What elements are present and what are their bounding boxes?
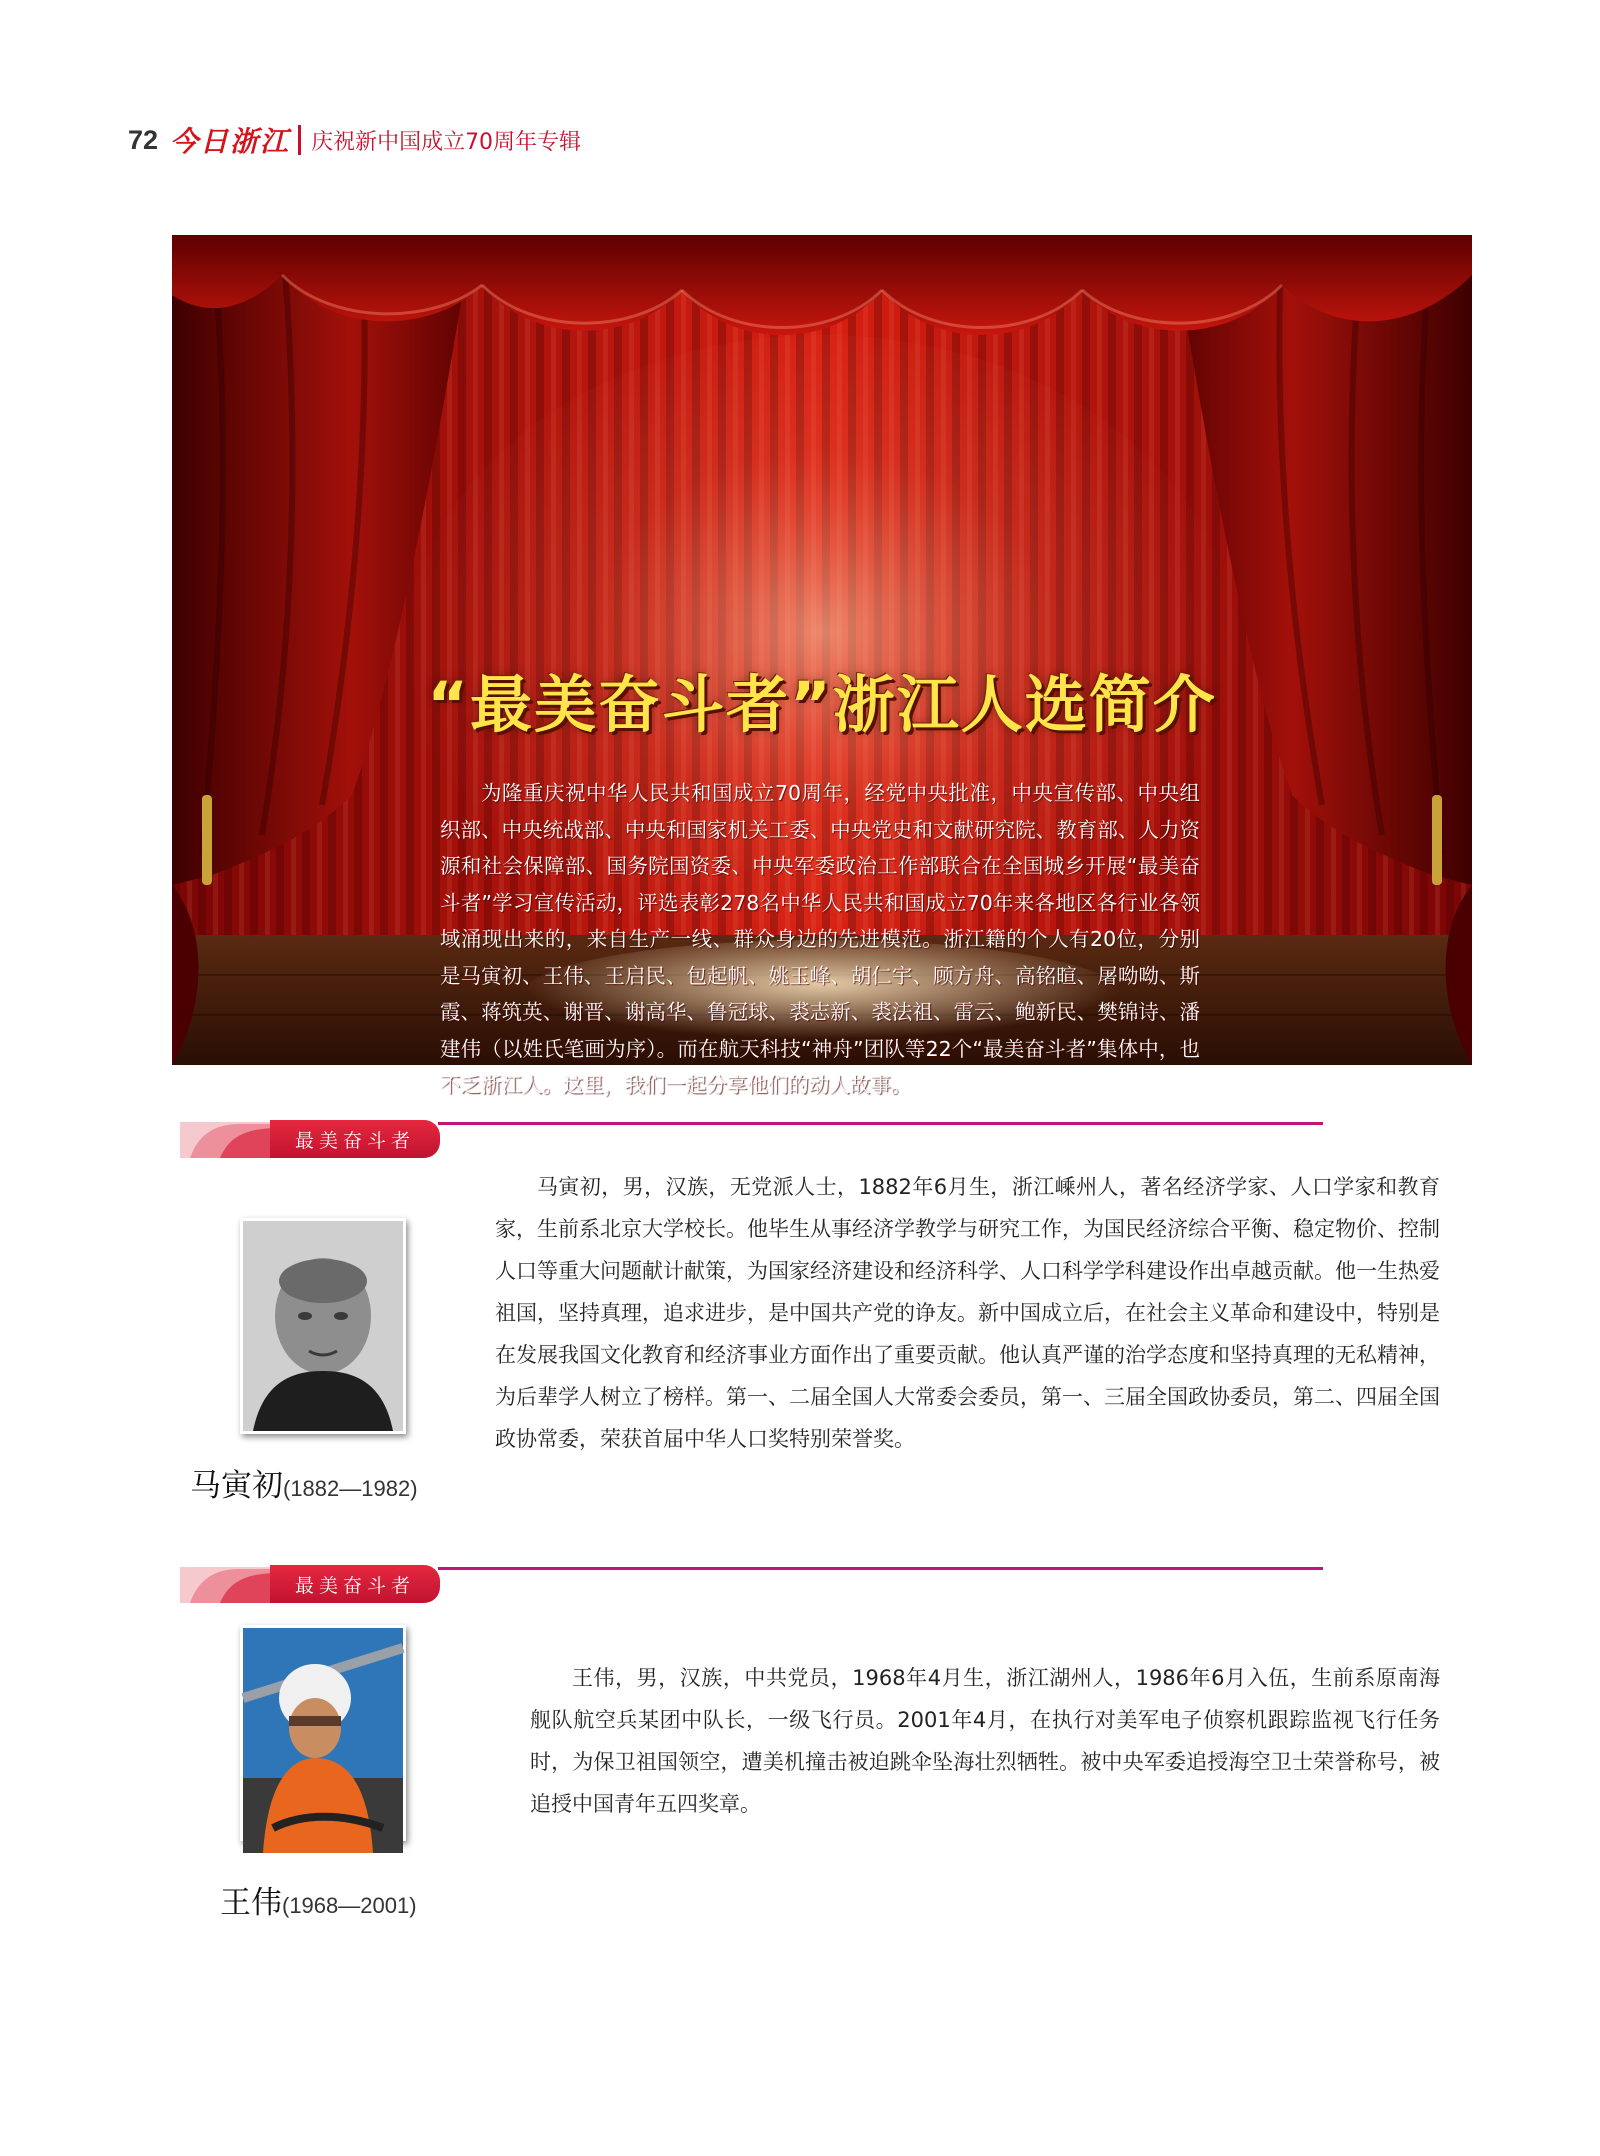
person-name-ma-yinchu: [190, 1460, 418, 1505]
person-name-text: 马寅初: [190, 1468, 283, 1504]
header-subtitle: 庆祝新中国成立70周年专辑: [311, 129, 582, 155]
magazine-logo: 今日浙江: [170, 125, 291, 158]
portrait-wang-wei: [240, 1625, 406, 1841]
section-tab: [180, 1120, 440, 1158]
profile-section-wang-wei: [180, 1565, 1480, 1945]
profile-section-ma-yinchu: [180, 1120, 1480, 1520]
bio-wang-wei: 王伟，男，汉族，中共党员，1968年4月生，浙江湖州人，1986年6月入伍，生前系原南海舰队航空兵某团中队长，一级飞行员。2001年4月，在执行对美军电子侦察机跟踪监视飞行任务时，为保卫祖国领空，遭美机撞击被迫跳伞坠海壮烈牺牲。被中央军委追授海空卫士荣誉称号，被追授中国青年五四奖章。: [530, 1666, 1440, 1816]
portrait-ma-yinchu: [240, 1218, 406, 1434]
section-tab-label: 最美奋斗者: [270, 1565, 440, 1603]
person-years: (1882—1982): [283, 1476, 418, 1501]
person-name-text: 王伟: [220, 1885, 282, 1921]
bio-ma-yinchu: 马寅初，男，汉族，无党派人士，1882年6月生，浙江嵊州人，著名经济学家、人口学家和教育家，生前系北京大学校长。他毕生从事经济学教学与研究工作，为国民经济综合平衡、稳定物价、控制人口等重大问题献计献策，为国家经济建设和经济科学、人口科学学科建设作出卓越贡献。他一生热爱祖国，坚持真理，追求进步，是中国共产党的诤友。新中国成立后，在社会主义革命和建设中，特别是在发展我国文化教育和经济事业方面作出了重要贡献。他认真严谨的治学态度和坚持真理的无私精神，为后辈学人树立了榜样。第一、二届全国人大常委会委员，第一、三届全国政协委员，第二、四届全国政协常委，荣获首届中华人口奖特别荣誉奖。: [495, 1175, 1440, 1451]
section-divider: [438, 1122, 1323, 1125]
person-years: (1968—2001): [282, 1893, 417, 1918]
tab-swirl-icon: [180, 1120, 280, 1158]
person-name-wang-wei: [220, 1877, 417, 1922]
header-divider: [298, 125, 301, 155]
page-header: [128, 120, 581, 160]
tab-swirl-icon: [180, 1565, 280, 1603]
section-tab-label: 最美奋斗者: [270, 1120, 440, 1158]
banner-title: “最美奋斗者”浙江人选简介: [427, 668, 1217, 741]
section-divider: [438, 1567, 1323, 1570]
section-tab: [180, 1565, 440, 1603]
stage-banner: [172, 235, 1472, 1097]
banner-intro-text: 为隆重庆祝中华人民共和国成立70周年，经党中央批准，中央宣传部、中央组织部、中央统战部、中央和国家机关工委、中央党史和文献研究院、教育部、人力资源和社会保障部、国务院国资委、中央军委政治工作部联合在全国城乡开展“最美奋斗者”学习宣传活动，评选表彰278名中华人民共和国成立70年来各地区各行业各领域涌现出来的，来自生产一线、群众身边的先进模范。浙江籍的个人有20位，分别是马寅初、王伟、王启民、包起帆、姚玉峰、胡仁宇、顾方舟、高铭暄、屠呦呦、斯霞、蒋筑英、谢晋、谢高华、鲁冠球、裘志新、裘法祖、雷云、鲍新民、樊锦诗、潘建伟（以姓氏笔画为序）。而在航天科技“神舟”团队等22个“最美奋斗者”集体中，也不乏浙江人。这里，我们一起分享他们的动人故事。: [440, 781, 1200, 1097]
page-number: 72: [128, 124, 159, 155]
